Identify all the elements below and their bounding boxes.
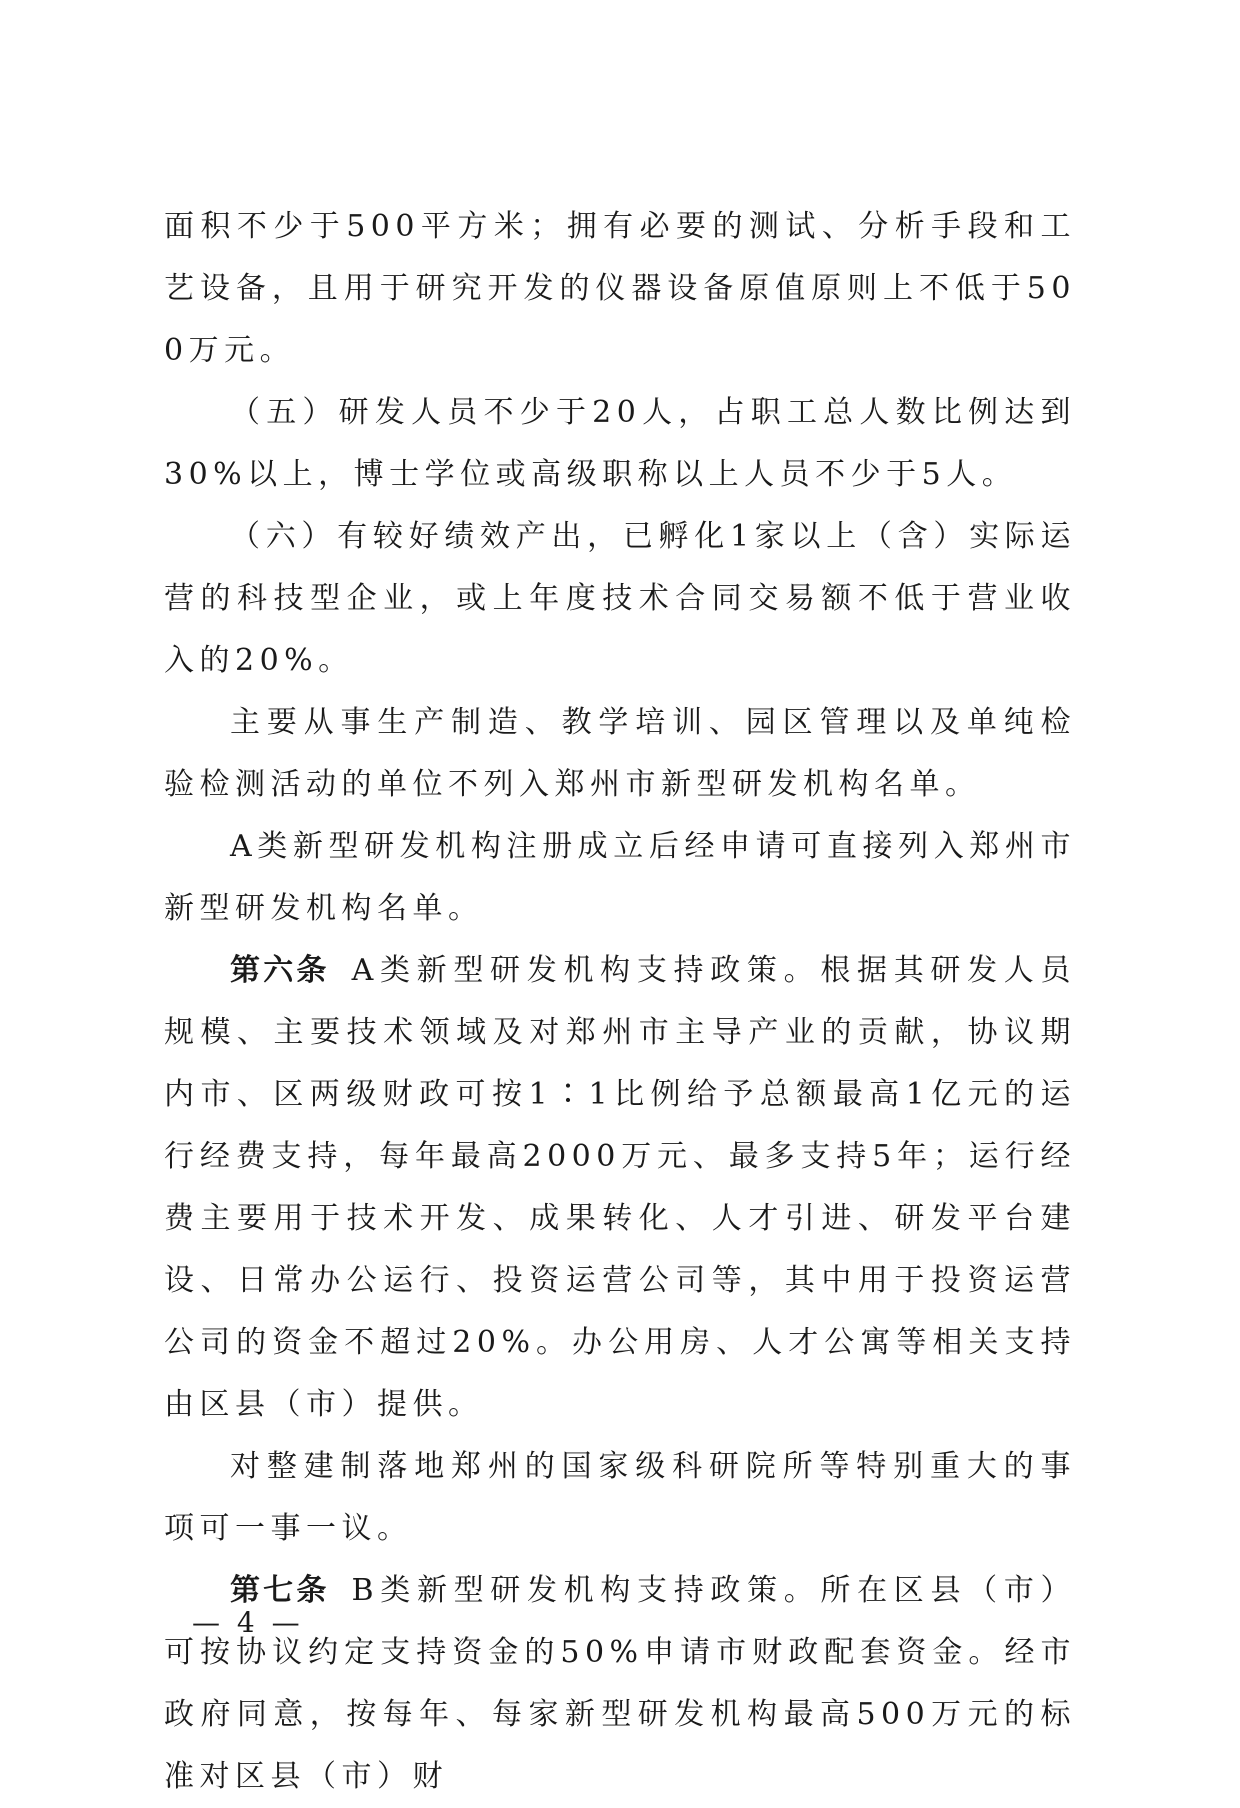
paragraph-text: B类新型研发机构支持政策。所在区县（市）可按协议约定支持资金的50%申请市财政配套资金。经市政府同意，按每年、每家新型研发机构最高500万元的标准对区县（市）财 (164, 1573, 1077, 1794)
paragraph-text: A类新型研发机构注册成立后经申请可直接列入郑州市新型研发机构名单。 (164, 829, 1076, 926)
paragraph-text: A类新型研发机构支持政策。根据其研发人员规模、主要技术领域及对郑州市主导产业的贡献，协议期内市、区两级财政可按1∶1比例给予总额最高1亿元的运行经费支持，每年最高2000万元、最多支持5年；运行经费主要用于技术开发、成果转化、人才引进、研发平台建设、日常办公运行、投资运营公司等，其中用于投资运营公司的资金不超过20%。办公用房、人才公寓等相关支持由区县（市）提供。 (164, 953, 1076, 1422)
paragraph-article-seven (164, 1560, 1076, 1808)
paragraph-text: （六）有较好绩效产出，已孵化1家以上（含）实际运营的科技型企业，或上年度技术合同交易额不低于营业收入的20%。 (164, 519, 1076, 678)
paragraph-text: 对整建制落地郑州的国家级科研院所等特别重大的事项可一事一议。 (164, 1449, 1076, 1546)
page-number: — 4 — (192, 1606, 304, 1639)
paragraph-special-case (164, 1436, 1076, 1560)
paragraph-class-a-listing (164, 816, 1076, 940)
paragraph-text: 面积不少于500平方米；拥有必要的测试、分析手段和工艺设备，且用于研究开发的仪器设备原值原则上不低于500万元。 (164, 209, 1076, 368)
document-body (164, 196, 1076, 1808)
paragraph-exclusion (164, 692, 1076, 816)
paragraph-text: 主要从事生产制造、教学培训、园区管理以及单纯检验检测活动的单位不列入郑州市新型研发机构名单。 (164, 705, 1076, 802)
paragraph-text: （五）研发人员不少于20人，占职工总人数比例达到30%以上，博士学位或高级职称以上人员不少于5人。 (164, 395, 1076, 492)
article-label-six: 第六条 (230, 953, 330, 988)
paragraph-item-six-performance (164, 506, 1076, 692)
paragraph-item-five-staff (164, 382, 1076, 506)
paragraph-facility-requirements (164, 196, 1076, 382)
article-label-seven: 第七条 (230, 1573, 330, 1608)
paragraph-article-six (164, 940, 1076, 1436)
